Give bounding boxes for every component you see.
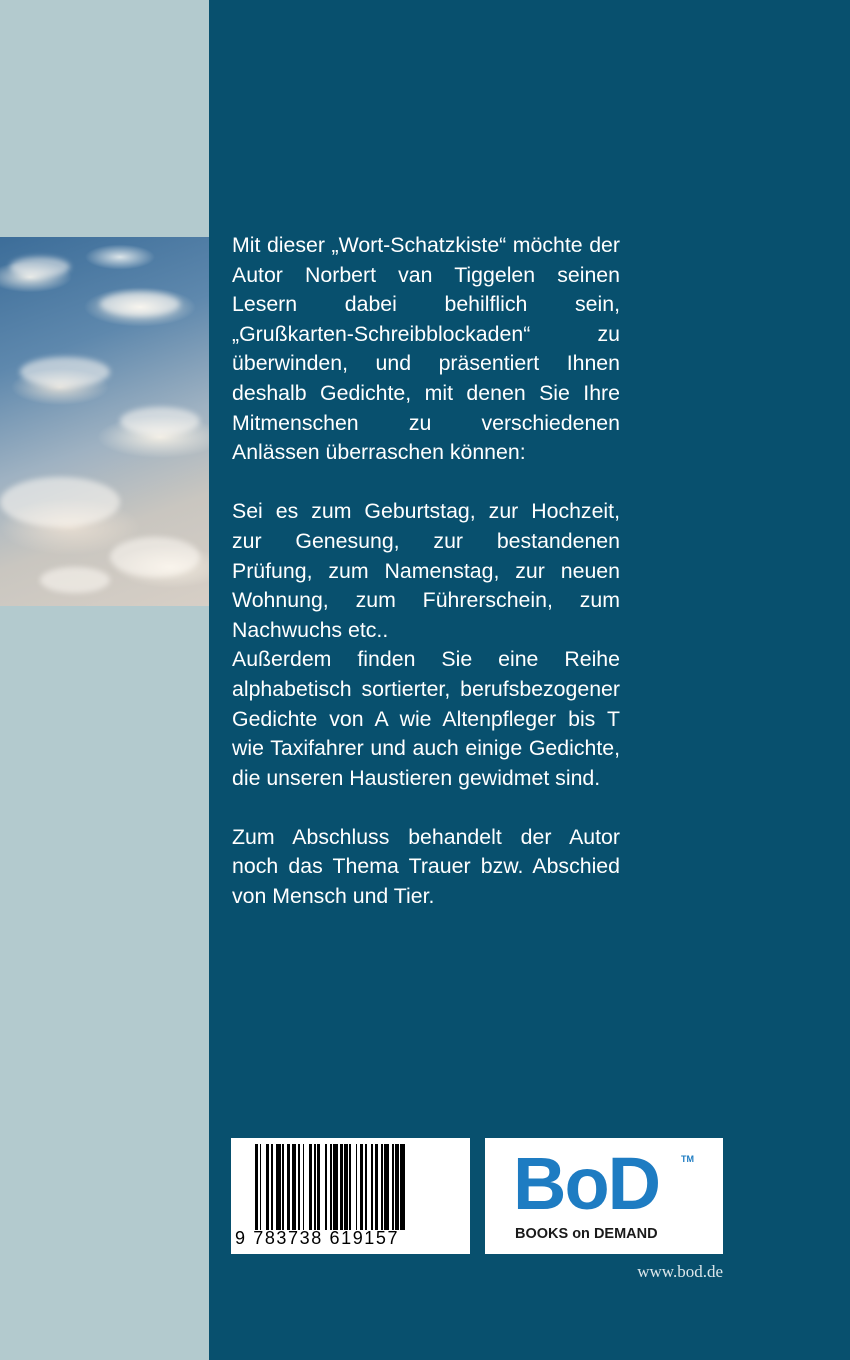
blurb-paragraph-intro: Mit dieser „Wort-Schatzkiste“ möchte der Autor Norbert van Tiggelen seinen Lesern dabei behilflich sein, „Grußkarten-Schreibblockaden“ zu überwinden, und präsentiert Ihnen deshalb Gedichte, mit denen Sie Ihre Mitmenschen zu verschiedenen Anlässen überraschen können: [232,233,620,465]
barcode-bars [255,1144,452,1230]
blurb-text [232,231,620,912]
blurb-paragraph-occasions: Sei es zum Geburtstag, zur Hochzeit, zur Genesung, zur bestandenen Prüfung, zum Namenstag, zur neuen Wohnung, zum Führerschein, zum Nachwuchs etc.. [232,499,620,642]
publisher-url: www.bod.de [637,1262,723,1281]
trademark-mark: TM [681,1154,694,1164]
barcode-number: 9 783738 619157 [235,1228,400,1248]
blurb-paragraph-closing: Zum Abschluss behandelt der Autor noch das Thema Trauer bzw. Abschied von Mensch und Tier. [232,824,620,909]
sky-clouds-image [0,237,209,606]
publisher-tagline: BOOKS on DEMAND [515,1226,658,1242]
barcode-bar [405,1144,407,1230]
publisher-logo-box [485,1138,723,1254]
isbn-barcode [231,1138,470,1254]
blurb-paragraph-professions: Außerdem finden Sie eine Reihe alphabetisch sortierter, berufsbezogener Gedichte von A wie Altenpfleger bis T wie Taxifahrer und auch einige Gedichte, die unseren Haustieren gewidmet sind. [232,647,620,790]
left-side-strip [0,0,209,1360]
bod-logo: BoD [513,1142,660,1225]
